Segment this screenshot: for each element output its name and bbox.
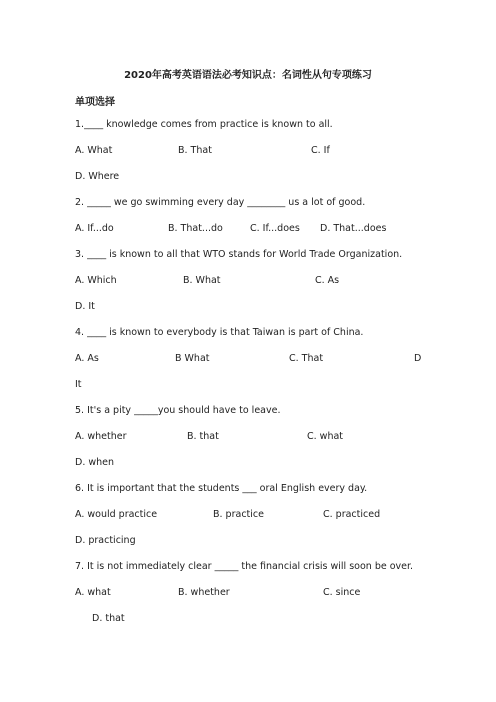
question-4-option-d-text: It bbox=[75, 379, 82, 390]
section-heading: 单项选择 bbox=[75, 97, 115, 108]
document-title: 2020年高考英语语法必考知识点：名词性从句专项练习 bbox=[124, 70, 372, 81]
question-4-option-b: B What bbox=[175, 353, 210, 364]
question-5-option-b: B. that bbox=[187, 431, 219, 442]
question-6-stem: 6. It is important that the students ___ oral English every day. bbox=[75, 483, 368, 494]
question-1-option-b: B. That bbox=[178, 145, 212, 156]
question-6-option-c: C. practiced bbox=[323, 509, 381, 520]
question-5-option-d: D. when bbox=[75, 457, 115, 468]
question-2-option-c: C. If...does bbox=[250, 223, 300, 234]
question-2-option-d: D. That...does bbox=[320, 223, 387, 234]
question-4-option-d-letter: D bbox=[414, 353, 422, 364]
question-1-option-d: D. Where bbox=[75, 171, 120, 182]
question-1-option-a: A. What bbox=[75, 145, 113, 156]
question-7-stem: 7. It is not immediately clear _____ the financial crisis will soon be over. bbox=[75, 561, 414, 572]
question-4-stem: 4. ____ is known to everybody is that Taiwan is part of China. bbox=[75, 327, 364, 338]
question-7-option-b: B. whether bbox=[178, 587, 230, 598]
question-4-option-a: A. As bbox=[75, 353, 99, 364]
question-7-option-c: C. since bbox=[323, 587, 361, 598]
question-2-option-b: B. That...do bbox=[168, 223, 223, 234]
question-6-option-b: B. practice bbox=[213, 509, 264, 520]
question-1-stem: 1.____ knowledge comes from practice is known to all. bbox=[75, 119, 333, 130]
question-5-option-a: A. whether bbox=[75, 431, 127, 442]
question-3-option-d: D. It bbox=[75, 301, 95, 312]
question-3-option-c: C. As bbox=[315, 275, 340, 286]
question-4-option-c: C. That bbox=[289, 353, 324, 364]
question-5-stem: 5. It's a pity _____you should have to leave. bbox=[75, 405, 281, 416]
question-3-option-a: A. Which bbox=[75, 275, 117, 286]
question-1-option-c: C. If bbox=[311, 145, 330, 156]
question-3-stem: 3. ____ is known to all that WTO stands for World Trade Organization. bbox=[75, 249, 403, 260]
question-6-option-d: D. practicing bbox=[75, 535, 136, 546]
question-5-option-c: C. what bbox=[307, 431, 344, 442]
question-6-option-a: A. would practice bbox=[75, 509, 158, 520]
question-3-option-b: B. What bbox=[183, 275, 221, 286]
question-7-option-a: A. what bbox=[75, 587, 111, 598]
question-7-option-d: D. that bbox=[92, 613, 125, 624]
question-2-stem: 2. _____ we go swimming every day ________ us a lot of good. bbox=[75, 197, 366, 208]
question-2-option-a: A. If...do bbox=[75, 223, 114, 234]
